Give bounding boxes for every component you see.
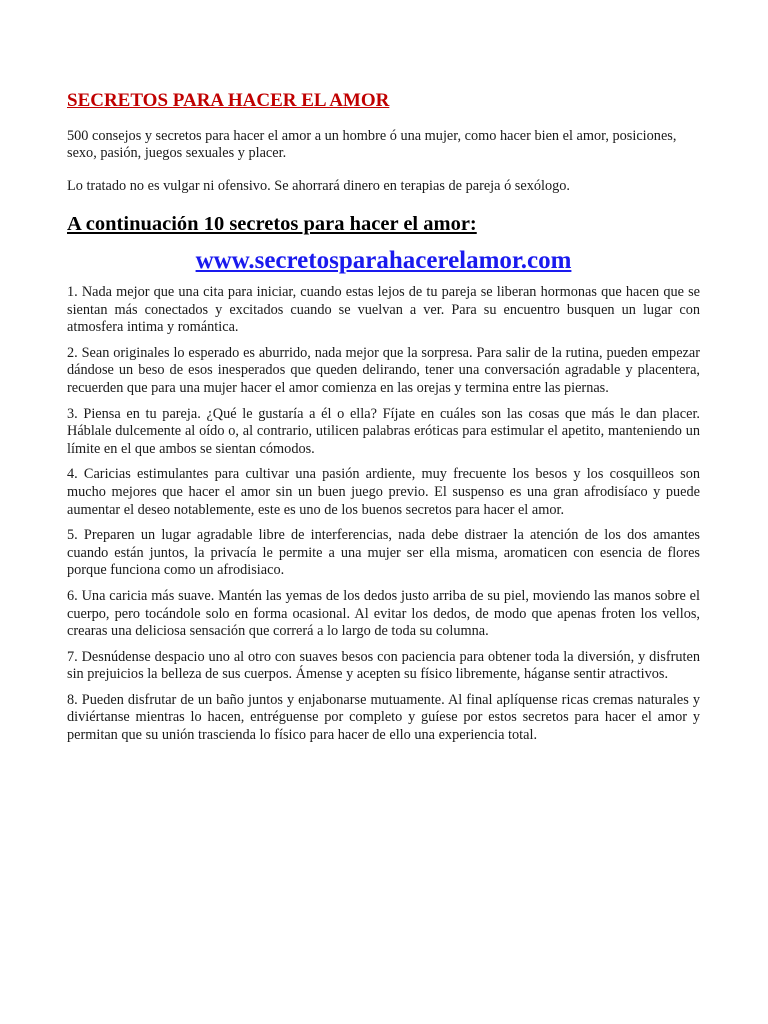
list-item: 5. Preparen un lugar agradable libre de interferencias, nada debe distraer la atención de los dos amantes cuando están juntos, la privacía le permite a una mujer ser ella misma, aromaticen con esencia de flores porque funciona como un afrodisiaco. xyxy=(67,527,700,579)
list-item: 8. Pueden disfrutar de un baño juntos y enjabonarse mutuamente. Al final aplíquense ricas cremas naturales y diviértanse mientras lo hacen, entréguense por completo y guíese por estos secretos para hacer el amor y permitan que su unión trascienda lo físico para hacer de ello una experiencia total. xyxy=(67,691,700,744)
intro-paragraph: 500 consejos y secretos para hacer el amor a un hombre ó una mujer, como hacer bien el amor, posiciones, sexo, pasión, juegos sexuales y placer. xyxy=(67,128,677,161)
list-item: 2. Sean originales lo esperado es aburrido, nada mejor que la sorpresa. Para salir de la rutina, pueden empezar dándose un beso de esos inesperados que queden delirando, tener una conversación agradable y placentera, recuerden que para una mujer hacer el amor comienza en las orejas y termina entre las piernas. xyxy=(67,344,700,396)
list-item: 3. Piensa en tu pareja. ¿Qué le gustaría a él o ella? Fíjate en cuáles son las cosas que más le dan placer. Háblale dulcemente al oído o, al contrario, utilicen palabras eróticas para estimular el apetito, manteniendo un límite en el que ambos se sientan cómodos. xyxy=(67,405,700,457)
document-page xyxy=(67,88,700,753)
list-item: 4. Caricias estimulantes para cultivar una pasión ardiente, muy frecuente los besos y los cosquilleos son mucho mejores que hacer el amor sin un buen juego previo. El suspenso es una gran afrodisíaco y puede aumentar el deseo notablemente, este es uno de los buenos secretos para hacer el amor. xyxy=(67,466,700,518)
list-item: 6. Una caricia más suave. Mantén las yemas de los dedos justo arriba de su piel, moviendo las manos sobre el cuerpo, pero tocándole solo en forma ocasional. Al evitar los dedos, de modo que apenas froten los vellos, crearas una deliciosa sensación que correrá a lo largo de toda su columna. xyxy=(67,587,700,640)
list-item: 1. Nada mejor que una cita para iniciar, cuando estas lejos de tu pareja se liberan hormonas que hacen que se sientan más conectados y excitados cuando se vuelvan a ver. Para su encuentro busquen un lugar con atmosfera intima y romántica. xyxy=(67,284,700,336)
website-link[interactable]: www.secretosparahacerelamor.com xyxy=(195,247,572,274)
list-item: 7. Desnúdense despacio uno al otro con suaves besos con paciencia para obtener toda la diversión, y disfruten sin prejuicios la belleza de sus cuerpos. Ámense y acepten su físico libremente, háganse sentir atractivos. xyxy=(67,648,700,683)
document-title: SECRETOS PARA HACER EL AMOR xyxy=(67,90,390,111)
disclaimer-paragraph: Lo tratado no es vulgar ni ofensivo. Se ahorrará dinero en terapias de pareja ó sexólogo. xyxy=(67,178,570,194)
list-heading: A continuación 10 secretos para hacer el amor: xyxy=(67,213,477,235)
